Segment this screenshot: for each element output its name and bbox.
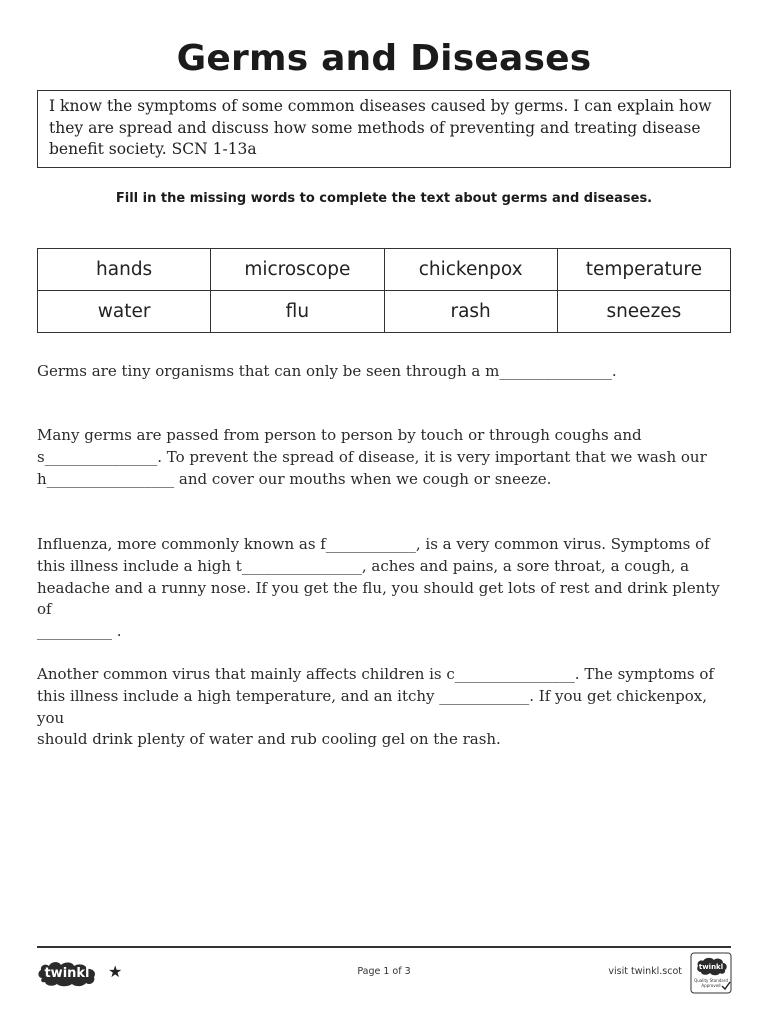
- instruction-text: Fill in the missing words to complete the text about germs and diseases.: [115, 191, 653, 206]
- word-bank-cell: hands: [38, 249, 211, 291]
- badge-text-1: Quality Standard: [694, 978, 728, 983]
- quality-badge-icon: [690, 952, 732, 994]
- text-line: s_______________. To prevent the spread of disease, it is very important that we wash our: [37, 447, 707, 466]
- word-bank-cell: sneezes: [557, 291, 730, 333]
- word-bank-cell: microscope: [211, 249, 384, 291]
- word-bank-row: [38, 249, 731, 291]
- word-bank-cell: water: [38, 291, 211, 333]
- badge-logo-text: twinkl: [698, 963, 724, 971]
- text-line: Germs are tiny organisms that can only be seen through a m_______________.: [37, 362, 617, 380]
- text-line: __________ .: [37, 622, 122, 641]
- paragraph-spread: [37, 425, 737, 490]
- word-bank-table: [37, 248, 731, 333]
- text-line: Another common virus that mainly affects children is c________________. The symptoms of: [37, 665, 714, 683]
- text-line: Many germs are passed from person to person by touch or through coughs and: [37, 426, 642, 444]
- word-bank-row: [38, 291, 731, 333]
- text-line: should drink plenty of water and rub cooling gel on the rash.: [37, 730, 501, 749]
- text-line: Influenza, more commonly known as f____________, is a very common virus. Symptoms of: [37, 535, 710, 553]
- paragraph-chickenpox: [37, 664, 737, 751]
- word-bank-cell: rash: [384, 291, 557, 333]
- star-icon: ★: [108, 962, 123, 981]
- word-bank-cell: temperature: [557, 249, 730, 291]
- text-line: this illness include a high t________________, aches and pains, a sore throat, a cough, a: [37, 556, 690, 575]
- word-bank-cell: flu: [211, 291, 384, 333]
- page-title: Germs and Diseases: [176, 38, 592, 79]
- visit-link[interactable]: visit twinkl.scot: [608, 966, 682, 977]
- text-line: headache and a runny nose. If you get the flu, you should get lots of rest and drink plenty of: [37, 578, 720, 619]
- text-line: h_________________ and cover our mouths when we cough or sneeze.: [37, 469, 552, 488]
- logo-text: twinkl: [44, 966, 90, 981]
- text-line: this illness include a high temperature, and an itchy ____________. If you get chickenpox, you: [37, 686, 708, 727]
- footer-divider: [37, 946, 731, 948]
- page-number: Page 1 of 3: [357, 966, 411, 977]
- learning-objective-box: I know the symptoms of some common diseases caused by germs. I can explain how they are spread and discuss how some methods of preventing and treating disease benefit society. SCN 1-13a: [37, 90, 731, 168]
- badge-text-2: Approved: [701, 983, 721, 988]
- paragraph-microscope: [37, 361, 737, 383]
- word-bank-cell: chickenpox: [384, 249, 557, 291]
- paragraph-influenza: [37, 534, 737, 643]
